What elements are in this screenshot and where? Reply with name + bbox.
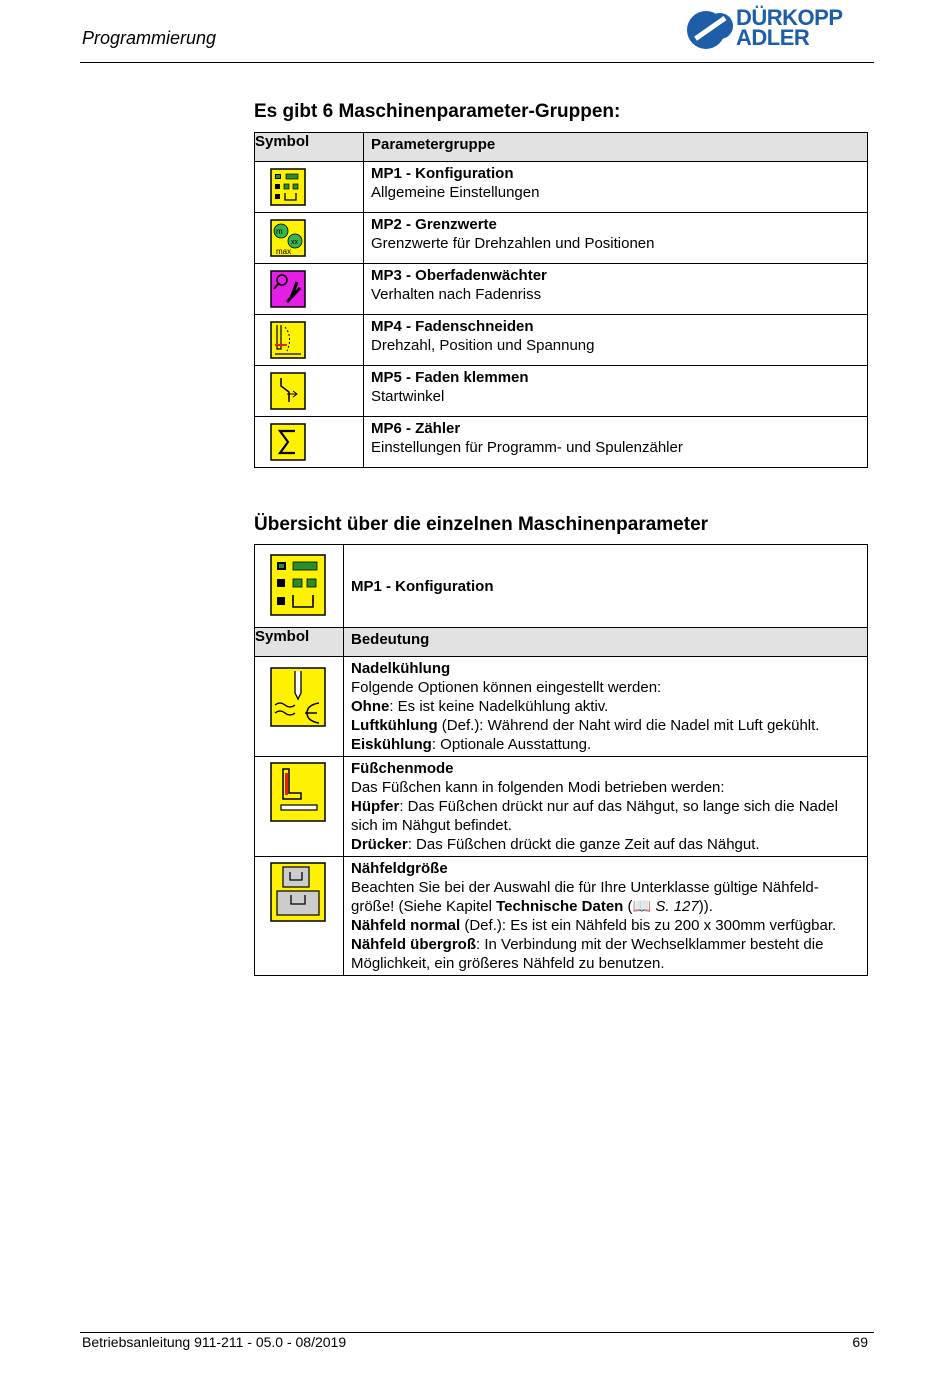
header-divider [80, 62, 874, 63]
group-name: MP3 - Oberfadenwächter [371, 267, 547, 284]
param-heading: Füßchenmode [351, 760, 454, 777]
configuration-icon [255, 545, 343, 625]
sewing-field-size-icon [255, 857, 343, 927]
parameter-groups-table [254, 132, 868, 468]
group-description: Verhalten nach Fadenriss [371, 286, 542, 303]
group-description: Allgemeine Einstellungen [371, 184, 540, 201]
option-text: : Das Füßchen drückt die ganze Zeit auf das Nähgut. [407, 836, 760, 853]
param-text: ( [623, 898, 633, 915]
table-row [255, 213, 868, 264]
option-name: Ohne [351, 698, 390, 715]
column-header-symbol: Symbol [255, 628, 344, 657]
group-description: Einstellungen für Programm- und Spulenzähler [371, 439, 683, 456]
option-text: : Optionale Ausstattung. [431, 736, 592, 753]
group-name: MP5 - Faden klemmen [371, 369, 529, 386]
group-name: MP1 - Konfiguration [371, 165, 514, 182]
thread-cutting-icon [255, 315, 363, 364]
param-text: Das Füßchen kann in folgenden Modi betrieben werden: [351, 779, 725, 796]
option-text: : Es ist keine Nadelkühlung aktiv. [389, 698, 609, 715]
column-header-group: Parametergruppe [364, 133, 868, 162]
option-text: (Def.): Während der Naht wird die Nadel mit Luft gekühlt. [437, 717, 820, 734]
table-row [255, 315, 868, 366]
table-row [255, 417, 868, 468]
table-row [255, 264, 868, 315]
group-name: MP4 - Fadenschneiden [371, 318, 534, 335]
param-text: )). [698, 898, 713, 915]
table-row [255, 857, 868, 976]
footer-document-info: Betriebsanleitung 911-211 - 05.0 - 08/2019 [82, 1334, 347, 1350]
page-number: 69 [852, 1334, 868, 1350]
option-text: : Das Füßchen drückt nur auf das Nähgut, so lange sich die Nadel sich im Nähgut befindet. [351, 798, 838, 834]
table-row [255, 657, 868, 757]
presser-foot-icon [255, 757, 343, 827]
table-row [255, 162, 868, 213]
configuration-icon [255, 162, 363, 211]
overview-section-title: Übersicht über die einzelnen Maschinenparameter [254, 514, 709, 535]
option-name: Luftkühlung [351, 717, 438, 734]
footer-divider [80, 1332, 874, 1333]
param-heading: Nähfeldgröße [351, 860, 448, 877]
logo-mark-icon [686, 6, 734, 52]
option-name: Eiskühlung [351, 736, 432, 753]
logo-line-2: ADLER [736, 25, 810, 50]
group-description: Drehzahl, Position und Spannung [371, 337, 595, 354]
groups-section-title: Es gibt 6 Maschinenparameter-Gruppen: [254, 101, 621, 122]
table-header-row [255, 628, 868, 657]
group-name: MP2 - Grenzwerte [371, 216, 497, 233]
page-header-title: Programmierung [82, 28, 217, 48]
counter-icon [255, 417, 363, 466]
option-text: : In Verbindung mit der Wechselklammer besteht die Möglichkeit, ein größeres Nähfeld zu benutzen. [351, 936, 824, 972]
page-reference-link[interactable]: S. 127 [655, 898, 699, 915]
mp-title: MP1 - Konfiguration [344, 545, 868, 628]
option-name: Nähfeld normal [351, 917, 461, 934]
table-row [255, 757, 868, 857]
column-header-symbol: Symbol [255, 133, 364, 162]
table-row [255, 366, 868, 417]
thread-monitor-icon [255, 264, 363, 313]
column-header-meaning: Bedeutung [344, 628, 868, 657]
option-name: Drücker [351, 836, 408, 853]
mp-title-row [255, 545, 868, 628]
group-description: Grenzwerte für Drehzahlen und Positionen [371, 235, 655, 252]
group-name: MP6 - Zähler [371, 420, 461, 437]
durkopp-adler-logo [686, 6, 876, 54]
param-text: Folgende Optionen können eingestellt werden: [351, 679, 662, 696]
book-icon: 📖 [632, 898, 656, 915]
logo-line-1: DÜRKOPP [736, 5, 843, 30]
needle-cooling-icon [255, 657, 343, 727]
option-name: Nähfeld übergroß [351, 936, 477, 953]
group-description: Startwinkel [371, 388, 445, 405]
svg-text:max: max [276, 247, 292, 256]
thread-clamp-icon [255, 366, 363, 415]
param-text: Beachten Sie bei der Auswahl die für Ihre Unterklasse gültige Nähfeld-größe! (Siehe Kapitel [351, 879, 819, 915]
svg-text:xx: xx [291, 239, 298, 246]
chapter-reference: Technische Daten [496, 898, 624, 915]
option-name: Hüpfer [351, 798, 400, 815]
table-header-row [255, 133, 868, 162]
limits-icon [255, 213, 363, 262]
svg-text:m: m [276, 227, 283, 236]
param-heading: Nadelkühlung [351, 660, 451, 677]
mp1-parameter-table [254, 544, 868, 976]
option-text: (Def.): Es ist ein Nähfeld bis zu 200 x 300mm verfügbar. [460, 917, 837, 934]
